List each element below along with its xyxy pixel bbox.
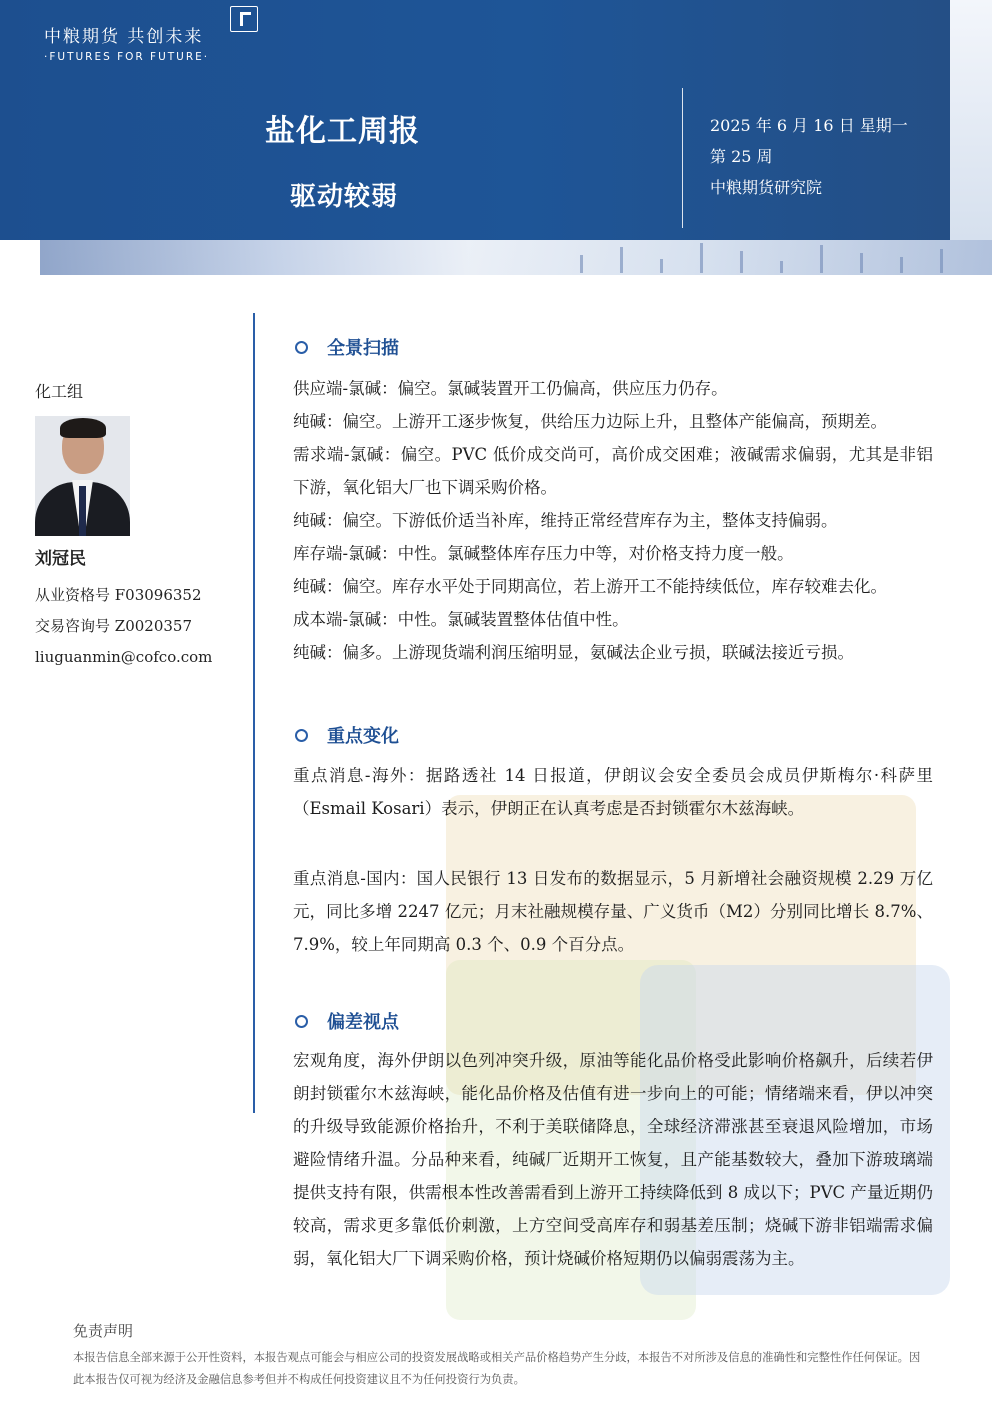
disclaimer-text: 本报告信息全部来源于公开性资料，本报告观点可能会与相应公司的投资发展战略或相关产品价格趋势产生分歧，本报告不对所涉及信息的准确性和完整性作任何保证。因此本报告仅可视为经济及金融信息参考但并不构成任何投资建议且不为任何投资行为负责。 xyxy=(73,1351,921,1386)
key-change-overseas: 重点消息-海外：据路透社 14 日报道，伊朗议会安全委员会成员伊斯梅尔·科萨里（Esmail Kosari）表示，伊朗正在认真考虑是否封锁霍尔木兹海峡。 xyxy=(293,766,933,818)
section-deviation-body xyxy=(293,1044,933,1275)
analyst-group: 化工组 xyxy=(35,382,84,401)
header-banner xyxy=(0,0,950,240)
header-divider xyxy=(682,88,683,228)
analyst-name: 刘冠民 xyxy=(35,549,86,569)
deviation-paragraph: 宏观角度，海外伊朗以色列冲突升级，原油等能化品价格受此影响价格飙升，后续若伊朗封锁霍尔木兹海峡，能化品价格及估值有进一步向上的可能；情绪端来看，伊以冲突的升级导致能源价格抬升，不利于美联储降息，全球经济滞涨甚至衰退风险增加，市场避险情绪升温。分品种来看，纯碱厂近期开工恢复，且产能基数较大，叠加下游玻璃端提供支持有限，供需根本性改善需看到上游开工持续降低到 8 成以下；PVC 产量近期仍较高，需求更多靠低价刺激，上方空间受高库存和弱基差压制；烧碱下游非铝端需求偏弱，氧化铝大厂下调采购价格，预计烧碱价格短期仍以偏弱震荡为主。 xyxy=(293,1051,933,1268)
overview-line: 供应端-氯碱：偏空。氯碱装置开工仍偏高，供应压力仍存。 xyxy=(293,379,728,398)
circle-bullet-icon xyxy=(295,341,308,354)
circle-bullet-icon xyxy=(295,729,308,742)
circle-bullet-icon xyxy=(295,1015,308,1028)
overview-line: 纯碱：偏空。下游低价适当补库，维持正常经营库存为主，整体支持偏弱。 xyxy=(293,511,838,530)
section-overview-body xyxy=(293,372,933,669)
logo-chinese: 中粮期货 共创未来 xyxy=(44,27,204,47)
key-change-domestic: 重点消息-国内：国人民银行 13 日发布的数据显示，5 月新增社会融资规模 2.29 万亿元，同比多增 2247 亿元；月末社融规模存量、广义货币（M2）分别同比增长 8.7%、7.9%，较上年同期高 0.3 个、0.9 个百分点。 xyxy=(293,869,934,954)
report-subtitle: 驱动较弱 xyxy=(290,182,399,212)
logo-mark-icon xyxy=(230,6,258,32)
report-institute: 中粮期货研究院 xyxy=(710,178,823,197)
overview-line: 成本端-氯碱：中性。氯碱装置整体估值中性。 xyxy=(293,610,629,629)
section-heading-deviation: 偏差视点 xyxy=(295,1008,399,1034)
logo-english: ·FUTURES FOR FUTURE· xyxy=(44,51,210,63)
analyst-avatar xyxy=(35,416,130,536)
report-date: 2025 年 6 月 16 日 星期一 xyxy=(710,116,908,135)
disclaimer-title: 免责声明 xyxy=(73,1322,134,1340)
header-photo-edge xyxy=(950,0,992,240)
report-title: 盐化工周报 xyxy=(265,114,420,149)
analyst-email[interactable]: liuguanmin@cofco.com xyxy=(35,648,213,666)
report-week: 第 25 周 xyxy=(710,147,773,166)
section-key-changes-body xyxy=(293,759,933,961)
report-meta xyxy=(710,110,908,203)
overview-line: 纯碱：偏空。上游开工逐步恢复，供给压力边际上升，且整体产能偏高，预期差。 xyxy=(293,412,887,431)
overview-line: 纯碱：偏多。上游现货端利润压缩明显，氨碱法企业亏损，联碱法接近亏损。 xyxy=(293,643,854,662)
sidebar-divider xyxy=(253,313,255,1113)
overview-line: 库存端-氯碱：中性。氯碱整体库存压力中等，对价格支持力度一般。 xyxy=(293,544,794,563)
section-heading-key-changes: 重点变化 xyxy=(295,722,399,748)
analyst-license: 从业资格号 F03096352 xyxy=(35,586,202,604)
overview-line: 纯碱：偏空。库存水平处于同期高位，若上游开工不能持续低位，库存较难去化。 xyxy=(293,577,887,596)
analyst-consult-number: 交易咨询号 Z0020357 xyxy=(35,617,192,635)
overview-line: 需求端-氯碱：偏空。PVC 低价成交尚可，高价成交困难；液碱需求偏弱，尤其是非铝下游，氧化铝大厂也下调采购价格。 xyxy=(293,445,933,497)
company-logo xyxy=(44,22,209,63)
decorative-chart-bars xyxy=(560,240,980,275)
section-heading-overview: 全景扫描 xyxy=(295,334,399,360)
analyst-info xyxy=(35,580,220,673)
